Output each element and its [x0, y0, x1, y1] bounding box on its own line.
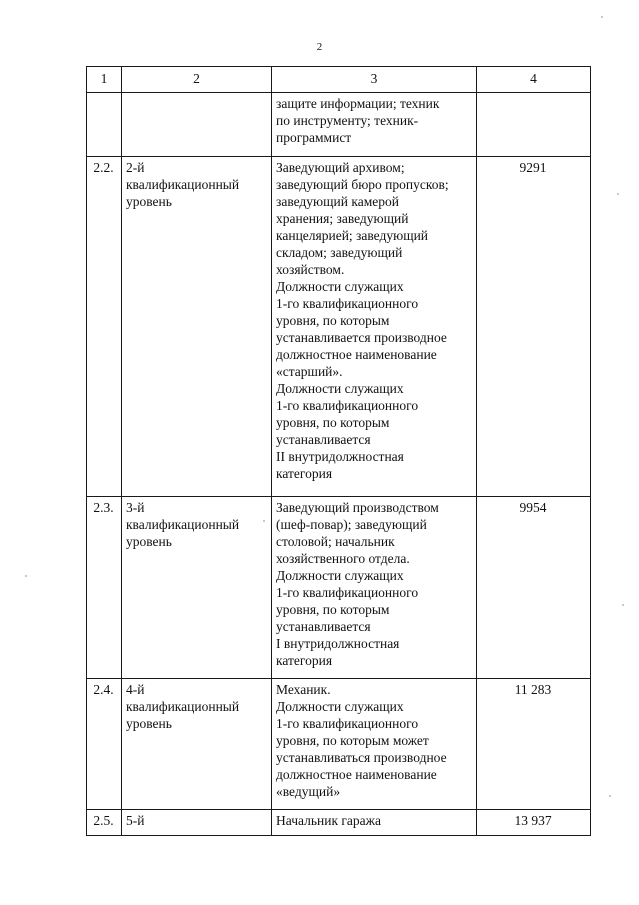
level-cell — [122, 157, 272, 497]
level-cell — [122, 810, 272, 836]
positions-text-line: устанавливается производное — [276, 330, 447, 345]
positions-text-line: «старший». — [276, 364, 343, 379]
row-number-cell — [87, 93, 122, 157]
positions-text-line: устанавливается — [276, 432, 371, 447]
header-cell: 2 — [122, 67, 272, 93]
positions-text-line: Должности служащих — [276, 279, 404, 294]
row-number: 2.2. — [93, 160, 114, 175]
level-text-line: 2-й — [126, 160, 145, 175]
level-text-line: 3-й — [126, 500, 145, 515]
level-text-line: уровень — [126, 716, 172, 731]
table-row — [87, 93, 591, 157]
positions-text-line: II внутридолжностная — [276, 449, 404, 464]
positions-text-line: уровня, по которым — [276, 415, 390, 430]
salary-amount: 11 283 — [514, 682, 552, 697]
positions-text-line: должностное наименование — [276, 347, 437, 362]
level-text-line: квалификационный — [126, 177, 240, 192]
row-number: 2.5. — [93, 813, 114, 828]
row-number-cell — [87, 810, 122, 836]
positions-text-line: категория — [276, 466, 333, 481]
positions-text-line: канцелярией; заведующий — [276, 228, 429, 243]
positions-text-line: уровня, по которым — [276, 313, 390, 328]
positions-text-line: складом; заведующий — [276, 245, 403, 260]
level-text-line: квалификационный — [126, 699, 240, 714]
row-number-cell — [87, 679, 122, 810]
positions-text-line: заведующий камерой — [276, 194, 399, 209]
positions-text-line: Начальник гаража — [276, 813, 381, 828]
positions-text-line: уровня, по которым — [276, 602, 390, 617]
positions-cell — [272, 810, 477, 836]
salary-amount: 9954 — [519, 500, 547, 515]
positions-text-line: хозяйственного отдела. — [276, 551, 410, 566]
level-text-line: уровень — [126, 534, 172, 549]
positions-text-line: хозяйством. — [276, 262, 345, 277]
positions-text-line: уровня, по которым может — [276, 733, 429, 748]
level-text-line: квалификационный — [126, 517, 240, 532]
positions-text-line: программист — [276, 130, 352, 145]
amount-cell — [477, 497, 591, 679]
header-cell: 4 — [477, 67, 591, 93]
header-cell: 1 — [87, 67, 122, 93]
page-number: 2 — [316, 41, 323, 53]
positions-cell — [272, 679, 477, 810]
scan-speck — [617, 193, 619, 195]
table-row — [87, 810, 591, 836]
amount-cell — [477, 810, 591, 836]
positions-text-line: защите информации; техник — [276, 96, 440, 111]
positions-cell — [272, 497, 477, 679]
positions-text-line: Должности служащих — [276, 568, 404, 583]
positions-text-line: Заведующий производством — [276, 500, 439, 515]
row-number-cell — [87, 157, 122, 497]
positions-text-line: 1-го квалификационного — [276, 296, 419, 311]
positions-text-line: (шеф-повар); заведующий — [276, 517, 427, 532]
positions-text-line: должностное наименование — [276, 767, 437, 782]
level-text-line: уровень — [126, 194, 172, 209]
scan-speck — [609, 795, 611, 797]
scan-speck — [601, 16, 603, 18]
row-number-cell — [87, 497, 122, 679]
positions-text-line: Заведующий архивом; — [276, 160, 405, 175]
table-body — [87, 67, 591, 836]
scan-speck — [263, 520, 265, 522]
positions-text-line: 1-го квалификационного — [276, 585, 419, 600]
table-row — [87, 157, 591, 497]
positions-text-line: категория — [276, 653, 333, 668]
table-row — [87, 497, 591, 679]
scan-speck — [25, 575, 27, 577]
amount-cell — [477, 157, 591, 497]
salary-amount: 9291 — [519, 160, 547, 175]
positions-text-line: устанавливаться производное — [276, 750, 447, 765]
positions-text-line: «ведущий» — [276, 784, 341, 799]
header-row — [87, 67, 591, 93]
positions-text-line: I внутридолжностная — [276, 636, 400, 651]
level-cell — [122, 93, 272, 157]
positions-text-line: по инструменту; техник- — [276, 113, 419, 128]
positions-text-line: Должности служащих — [276, 699, 404, 714]
table-row — [87, 679, 591, 810]
positions-cell — [272, 93, 477, 157]
row-number: 2.3. — [93, 500, 114, 515]
header-cell: 3 — [272, 67, 477, 93]
level-cell — [122, 679, 272, 810]
level-cell — [122, 497, 272, 679]
positions-text-line: Должности служащих — [276, 381, 404, 396]
positions-text-line: заведующий бюро пропусков; — [276, 177, 449, 192]
row-number: 2.4. — [93, 682, 114, 697]
salary-amount: 13 937 — [514, 813, 552, 828]
positions-text-line: 1-го квалификационного — [276, 398, 419, 413]
positions-text-line: хранения; заведующий — [276, 211, 409, 226]
positions-cell — [272, 157, 477, 497]
document-table — [86, 66, 591, 836]
positions-text-line: Механик. — [276, 682, 331, 697]
amount-cell — [477, 93, 591, 157]
scan-speck — [622, 604, 624, 606]
positions-text-line: устанавливается — [276, 619, 371, 634]
amount-cell — [477, 679, 591, 810]
positions-text-line: столовой; начальник — [276, 534, 395, 549]
positions-text-line: 1-го квалификационного — [276, 716, 419, 731]
level-text-line: 5-й — [126, 813, 145, 828]
level-text-line: 4-й — [126, 682, 145, 697]
